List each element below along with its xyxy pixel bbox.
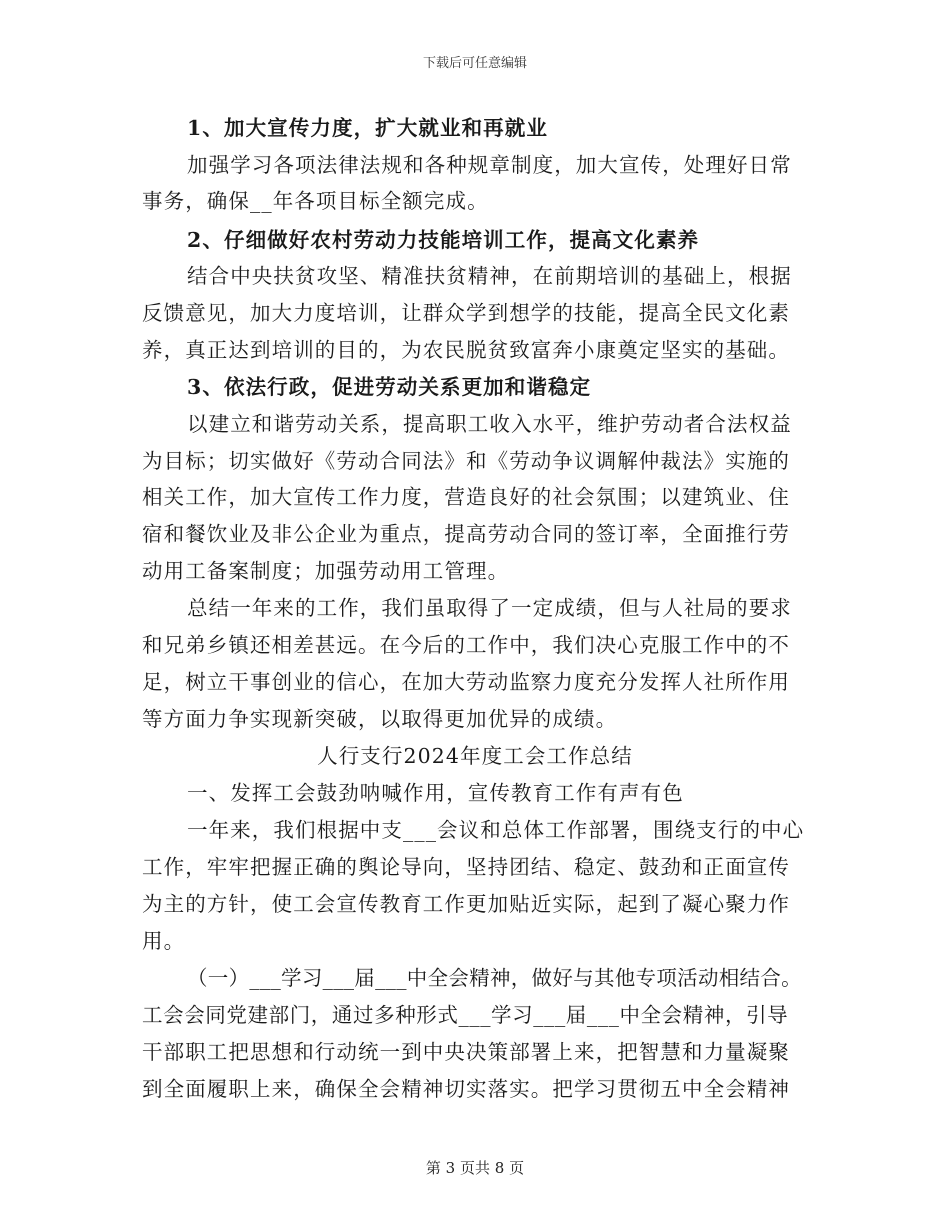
paragraph-line: 为主的方针，使工会宣传教育工作更加贴近实际，起到了凝心聚力作 [142,892,790,916]
paragraph-line: 工作，牢牢把握正确的舆论导向，坚持团结、稳定、鼓劲和正面宣传 [142,855,790,879]
paragraph-line: 工会会同党建部门，通过多种形式___学习___届___中全会精神，引导 [142,1003,789,1027]
paragraph-line: 宿和餐饮业及非公企业为重点，提高劳动合同的签订率，全面推行劳 [142,522,790,546]
subsection-heading: （一）___学习___届___中全会精神，做好与其他专项活动相结合。 [187,966,802,990]
paragraph-line: 干部职工把思想和行动统一到中央决策部署上来，把智慧和力量凝聚 [142,1040,790,1064]
paragraph-line: 结合中央扶贫攻坚、精准扶贫精神，在前期培训的基础上，根据 [187,264,792,288]
paragraph-line: 相关工作，加大宣传工作力度，营造良好的社会氛围；以建筑业、住 [142,485,790,509]
paragraph-line: 反馈意见，加大力度培训，让群众学到想学的技能，提高全民文化素 [142,301,790,325]
paragraph-line: 足，树立干事创业的信心，在加大劳动监察力度充分发挥人社所作用 [142,670,790,694]
document-title: 人行支行2024年度工会工作总结 [317,744,633,768]
page-footer: 第 3 页共 8 页 [425,1159,525,1177]
paragraph-line: 一年来，我们根据中支___会议和总体工作部署，围绕支行的中心 [187,818,805,842]
section-heading-3: 3、依法行政，促进劳动关系更加和谐稳定 [187,375,592,399]
section-heading: 一、发挥工会鼓劲呐喊作用，宣传教育工作有声有色 [187,781,684,805]
paragraph-line: 到全面履职上来，确保全会精神切实落实。把学习贯彻五中全会精神 [142,1077,790,1101]
paragraph-line: 等方面力争实现新突破，以取得更加优异的成绩。 [142,707,618,731]
paragraph-line: 用。 [142,929,186,953]
paragraph-line: 和兄弟乡镇还相差甚远。在今后的工作中，我们决心克服工作中的不 [142,633,790,657]
paragraph-line: 总结一年来的工作，我们虽取得了一定成绩，但与人社局的要求 [187,596,792,620]
page-header: 下载后可任意编辑 [422,56,527,71]
paragraph-line: 以建立和谐劳动关系，提高职工收入水平，维护劳动者合法权益 [187,412,792,436]
paragraph-line: 养，真正达到培训的目的，为农民脱贫致富奔小康奠定坚实的基础。 [142,338,790,362]
section-heading-1: 1、加大宣传力度，扩大就业和再就业 [187,116,548,140]
paragraph-line: 为目标；切实做好《劳动合同法》和《劳动争议调解仲裁法》实施的 [142,449,790,473]
section-heading-2: 2、仔细做好农村劳动力技能培训工作，提高文化素养 [187,228,700,252]
paragraph-line: 加强学习各项法律法规和各种规章制度，加大宣传，处理好日常 [187,153,792,177]
paragraph-line: 事务，确保__年各项目标全额完成。 [142,189,489,213]
paragraph-line: 动用工备案制度；加强劳动用工管理。 [142,559,510,583]
